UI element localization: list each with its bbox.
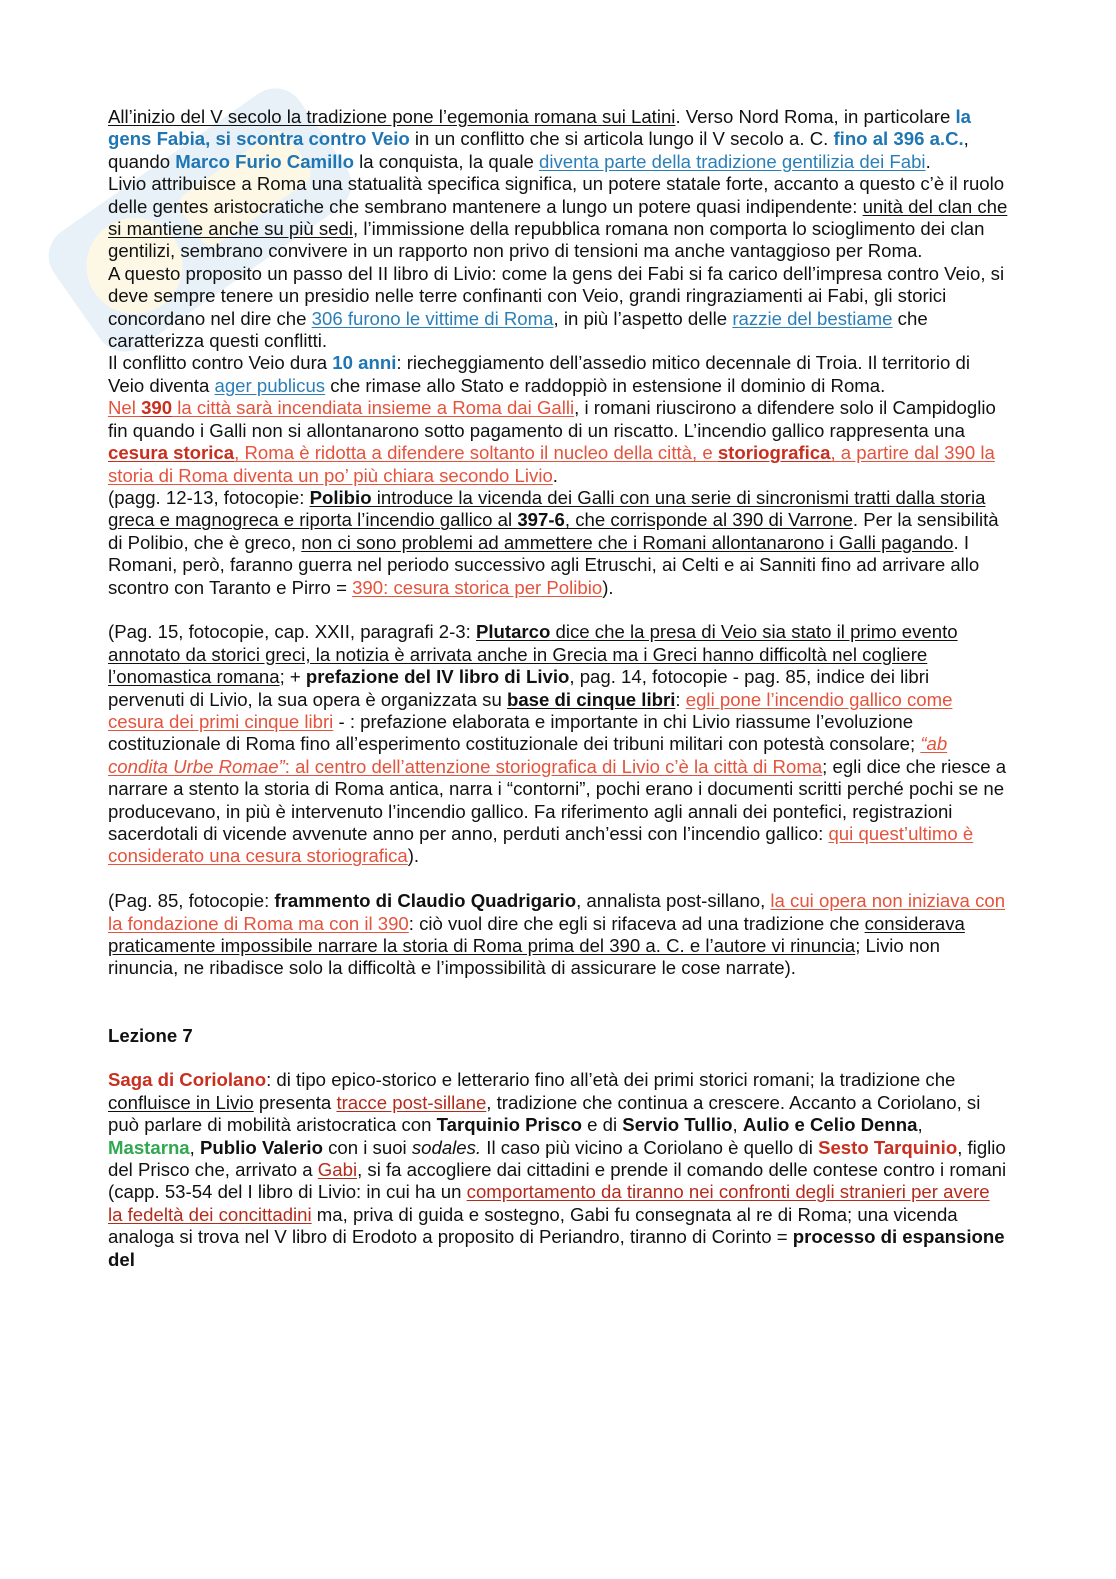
- paragraph-veio: All’inizio del V secolo la tradizione pone l’egemonia romana sui Latini. Verso Nord Roma, in particolare la gens Fabia, si scontra contro Veio in un conflitto che si articola lungo il V secolo a. C. fino al 396 a.C., quando Marco Furio Camillo la conquista, la quale diventa parte della tradizione gentilizia dei Fabi. Livio attribuisce a Roma una statualità specifica significa, un potere statale forte, accanto a questo c’è il ruolo delle gentes aristocratiche che sembrano mantenere a lungo un potere quasi indipendente: unità del clan che si mantiene anche su più sedi, l’immissione della repubblica romana non comporta lo scioglimento dei clan gentilizi, sembrano convivere in un rapporto non privo di tensioni ma anche vantaggioso per Roma. A questo proposito un passo del II libro di Livio: come la gens dei Fabi si fa carico dell’impresa contro Veio, si deve sempre tenere un presidio nelle terre confinanti con Veio, grandi ringraziamenti ai Fabi, gli storici concordano nel dire che 306 furono le vittime di Roma, in più l’aspetto delle razzie del bestiame che caratterizza questi conflitti. Il conflitto contro Veio dura 10 anni: riecheggiamento dell’assedio mitico decennale di Troia. Il territorio di Veio diventa ager publicus che rimase allo Stato e raddoppiò in estensione il dominio di Roma. Nel 390 la città sarà incendiata insieme a Roma dai Galli, i romani riuscirono a difendere solo il Campidoglio fin quando i Galli non si allontanarono sotto pagamento di un riscatto. L’incendio gallico rappresenta una cesura storica, Roma è ridotta a difendere soltanto il nucleo della città, e storiografica, a partire dal 390 la storia di Roma diventa un po’ più chiara secondo Livio. (pagg. 12-13, fotocopie: Polibio introduce la vicenda dei Galli con una serie di sincronismi tratti dalla storia greca e magnogreca e riporta l’incendio gallico al 397-6, che corrisponde al 390 di Varrone. Per la sensibilità di Polibio, che è greco, non ci sono problemi ad ammettere che i Romani allontanarono i Galli pagando. I Romani, però, faranno guerra nel periodo successivo agli Etruschi, ai Celti e ai Sanniti fino ad arrivare allo scontro con Taranto e Pirro = 390: cesura storica per Polibio).: [108, 106, 1008, 598]
- paragraph-quadrigario: (Pag. 85, fotocopie: frammento di Claudio Quadrigario, annalista post-sillano, la cui opera non iniziava con la fondazione di Roma ma con il 390: ciò vuol dire che egli si rifaceva ad una tradizione che considerava praticamente impossibile narrare la storia di Roma prima del 390 a. C. e l’autore vi rinuncia; Livio non rinuncia, ne ribadisce solo la difficoltà e l’impossibilità di assicurare le cose narrate).: [108, 890, 1006, 979]
- paragraph-plutarco: (Pag. 15, fotocopie, cap. XXII, paragrafi 2-3: Plutarco dice che la presa di Veio sia stato il primo evento annotato da storici greci, la notizia è arrivata anche in Grecia ma i Greci hanno difficoltà nel cogliere l’onomastica romana; + prefazione del IV libro di Livio, pag. 14, fotocopie - pag. 85, indice dei libri pervenuti di Livio, la sua opera è organizzata su base di cinque libri: egli pone l’incendio gallico come cesura dei primi cinque libri - : prefazione elaborata e importante in chi Livio riassume l’evoluzione costituzionale di Roma fino all’esperimento costituzionale dei tribuni militari con potestà consolare; “ab condita Urbe Romae”: al centro dell’attenzione storiografica di Livio c’è la città di Roma; egli dice che riesce a narrare a stento la storia di Roma antica, narra i “contorni”, pochi erano i documenti scritti perché pochi se ne producevano, in più è intervenuto l’incendio gallico. Fa riferimento agli annali dei pontefici, registrazioni sacerdotali di vicende avvenute anno per anno, perduti anch’essi con l’incendio gallico: qui quest’ultimo è considerato una cesura storiografica).: [108, 621, 1007, 867]
- paragraph-coriolano: Saga di Coriolano: di tipo epico-storico e letterario fino all’età dei primi storici romani; la tradizione che confluisce in Livio presenta tracce post-sillane, tradizione che continua a crescere. Accanto a Coriolano, si può parlare di mobilità aristocratica con Tarquinio Prisco e di Servio Tullio, Aulio e Celio Denna, Mastarna, Publio Valerio con i suoi sodales. Il caso più vicino a Coriolano è quello di Sesto Tarquinio, figlio del Prisco che, arrivato a Gabi, si fa accogliere dai cittadini e prende il comando delle contese contro i romani (capp. 53-54 del I libro di Livio: in cui ha un comportamento da tiranno nei confronti degli stranieri per avere la fedeltà dei concittadini ma, priva di guida e sostegno, Gabi fu consegnata al re di Roma; una vicenda analoga si trova nel V libro di Erodoto a proposito di Periandro, tiranno di Corinto = processo di espansione del: [108, 1069, 1007, 1270]
- section-heading: Lezione 7: [108, 1024, 193, 1046]
- document-page: [108, 106, 1008, 1271]
